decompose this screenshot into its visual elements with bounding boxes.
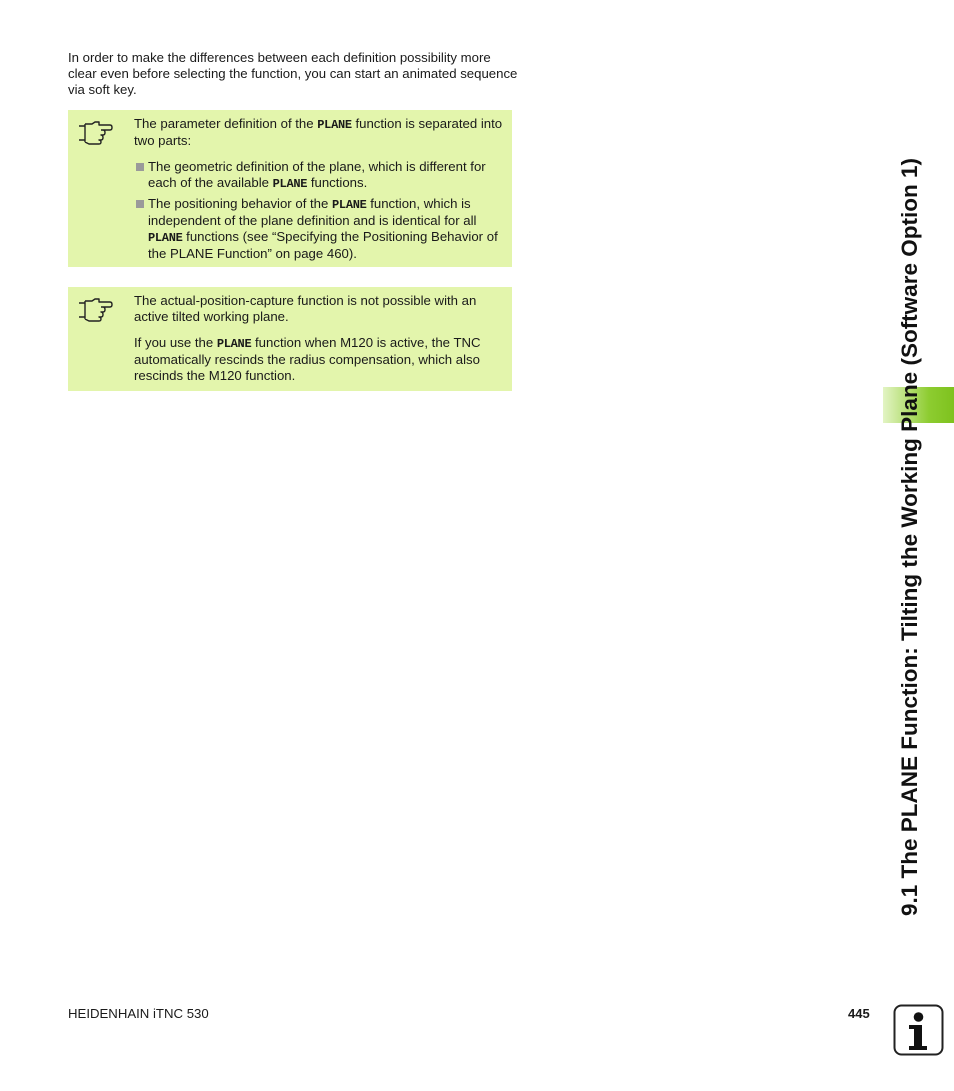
bullet-positioning-behavior: The positioning behavior of the PLANE function, which is independent of the plane definition and is identical for all PLANE functions (see “Specifying the Positioning Behavior of the PLANE Function” on page 460). xyxy=(134,196,504,262)
pointing-hand-icon xyxy=(77,120,113,146)
chapter-side-title: 9.1 The PLANE Function: Tilting the Working Plane (Software Option 1) xyxy=(897,158,922,916)
note-2-paragraph-2: If you use the PLANE function when M120 is active, the TNC automatically rescinds the radius compensation, which also rescinds the M120 function. xyxy=(134,335,481,383)
note-2-paragraph-1: The actual-position-capture function is not possible with an active tilted working plane. xyxy=(134,293,477,324)
bullet-square-icon xyxy=(136,200,144,208)
note-1-body xyxy=(134,116,504,266)
note-1-lead: The parameter definition of the PLANE function is separated into two parts: xyxy=(134,116,503,148)
pointing-hand-icon xyxy=(77,297,113,323)
bullet-geometric-definition: The geometric definition of the plane, which is different for each of the available PLANE functions. xyxy=(134,159,504,192)
bullet-square-icon xyxy=(136,163,144,171)
code-plane: PLANE xyxy=(332,198,367,212)
info-icon xyxy=(893,1004,944,1056)
intro-paragraph: In order to make the differences between each definition possibility more clear even before selecting the function, you can start an animated sequence via soft key. xyxy=(68,50,518,97)
note-box-plane-parameters xyxy=(68,110,512,267)
code-plane: PLANE xyxy=(148,231,183,245)
footer-product-name: HEIDENHAIN iTNC 530 xyxy=(68,1006,209,1021)
code-plane: PLANE xyxy=(317,118,352,132)
code-plane: PLANE xyxy=(272,177,308,191)
note-box-restrictions xyxy=(68,287,512,391)
page-number: 445 xyxy=(848,1006,870,1021)
note-2-body xyxy=(134,293,504,394)
code-plane: PLANE xyxy=(216,337,252,351)
